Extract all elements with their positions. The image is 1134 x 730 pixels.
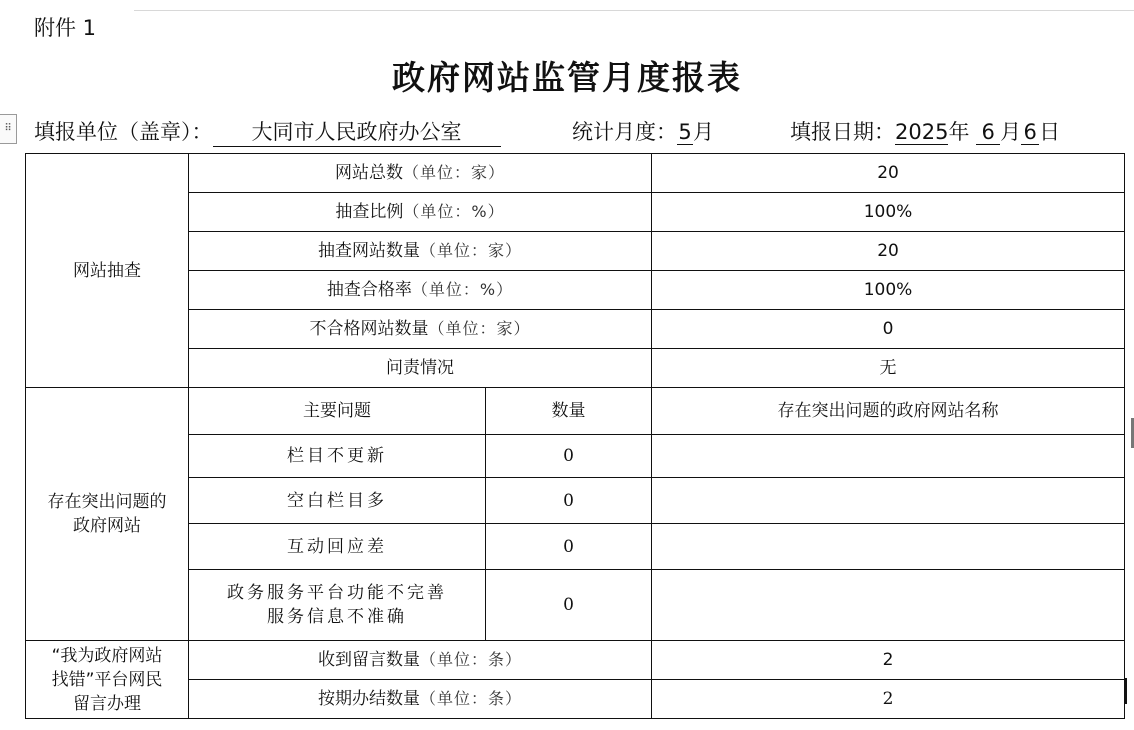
row-label-cell	[189, 193, 652, 232]
table-row	[26, 310, 1125, 349]
problem-cell: 互动回应差	[189, 524, 486, 570]
table-move-handle-icon[interactable]: ⠿	[0, 114, 17, 144]
row-value[interactable]: 100%	[652, 193, 1125, 232]
problem-line: 服务信息不准确	[267, 607, 407, 627]
attachment-label: 附件 1	[34, 16, 97, 40]
row-unit: （单位：家）	[428, 319, 531, 338]
table-row	[26, 524, 1125, 570]
sites-cell[interactable]	[652, 524, 1125, 570]
row-label: 不合格网站数量	[309, 319, 429, 339]
header-count: 数量	[486, 388, 652, 435]
problem-cell: 栏目不更新	[189, 435, 486, 478]
section1-title: 网站抽查	[26, 154, 189, 388]
row-unit: （单位：条）	[420, 689, 523, 708]
header-problem: 主要问题	[189, 388, 486, 435]
row-label-cell	[189, 641, 652, 680]
count-cell[interactable]: 0	[486, 478, 652, 524]
table-row	[26, 435, 1125, 478]
date-year-suffix: 年	[948, 120, 970, 144]
date-month-suffix: 月	[1000, 120, 1022, 144]
row-label-cell	[189, 349, 652, 388]
sites-cell[interactable]	[652, 570, 1125, 641]
row-label: 收到留言数量	[318, 650, 420, 670]
text-cursor	[1125, 678, 1127, 704]
section3-title-line: “我为政府网站	[51, 645, 163, 666]
table-row	[26, 570, 1125, 641]
date-day[interactable]: 6	[1021, 120, 1039, 145]
date-label: 填报日期：	[790, 120, 895, 144]
period-suffix: 月	[693, 120, 714, 144]
period-label: 统计月度：	[572, 120, 677, 144]
row-value[interactable]: 20	[652, 154, 1125, 193]
row-value[interactable]: 100%	[652, 271, 1125, 310]
date-year[interactable]: 2025	[895, 120, 949, 144]
section3-title-line: 找错”平台网民	[51, 669, 163, 690]
count-cell[interactable]: 0	[486, 570, 652, 641]
period-value[interactable]: 5	[678, 120, 692, 144]
row-unit: （单位：家）	[420, 241, 523, 260]
report-title: 政府网站监管月度报表	[392, 58, 742, 97]
row-label: 问责情况	[386, 358, 454, 378]
page-top-rule	[0, 0, 1134, 1]
row-value[interactable]: 20	[652, 232, 1125, 271]
table-row	[26, 641, 1125, 680]
row-label-cell	[189, 680, 652, 719]
row-label: 网站总数	[335, 163, 403, 183]
row-label: 抽查比例	[335, 202, 404, 222]
unit-label: 填报单位（盖章）：	[34, 120, 213, 144]
section3-title-line: 留言办理	[73, 693, 141, 714]
row-unit: （单位：家）	[403, 163, 506, 182]
row-label: 按期办结数量	[318, 689, 420, 709]
row-label-cell	[189, 310, 652, 349]
date-field	[790, 116, 1060, 146]
row-value[interactable]: 无	[652, 349, 1125, 388]
count-cell[interactable]: 0	[486, 435, 652, 478]
unit-value[interactable]: 大同市人民政府办公室	[213, 116, 501, 147]
table-row	[26, 193, 1125, 232]
row-label: 抽查合格率	[326, 280, 412, 300]
row-label-cell	[189, 271, 652, 310]
row-value[interactable]: 2	[652, 680, 1125, 719]
sites-cell[interactable]	[652, 478, 1125, 524]
unit-field	[34, 116, 501, 147]
sites-cell[interactable]	[652, 435, 1125, 478]
problem-cell: 空白栏目多	[189, 478, 486, 524]
section3-title	[26, 641, 189, 719]
section2-title	[26, 388, 189, 641]
table-row	[26, 271, 1125, 310]
date-day-suffix: 日	[1039, 120, 1061, 144]
row-unit: （单位：%）	[403, 202, 505, 221]
table-row	[26, 388, 1125, 435]
table-row	[26, 232, 1125, 271]
row-label: 抽查网站数量	[318, 241, 420, 261]
problem-cell	[189, 570, 486, 641]
period-field	[572, 116, 714, 146]
table-row	[26, 478, 1125, 524]
table-row	[26, 680, 1125, 719]
date-month[interactable]: 6	[976, 120, 1000, 145]
row-value[interactable]: 2	[652, 641, 1125, 680]
count-cell[interactable]: 0	[486, 524, 652, 570]
row-value[interactable]: 0	[652, 310, 1125, 349]
problem-line: 政务服务平台功能不完善	[227, 583, 447, 603]
row-label-cell	[189, 232, 652, 271]
header-sites: 存在突出问题的政府网站名称	[652, 388, 1125, 435]
row-label-cell	[189, 154, 652, 193]
section2-title-line: 存在突出问题的	[47, 492, 167, 512]
row-unit: （单位：%）	[411, 280, 514, 299]
table-row	[26, 349, 1125, 388]
section2-title-line: 政府网站	[73, 516, 141, 536]
table-row	[26, 154, 1125, 193]
row-unit: （单位：条）	[420, 650, 523, 669]
report-table	[25, 153, 1125, 719]
